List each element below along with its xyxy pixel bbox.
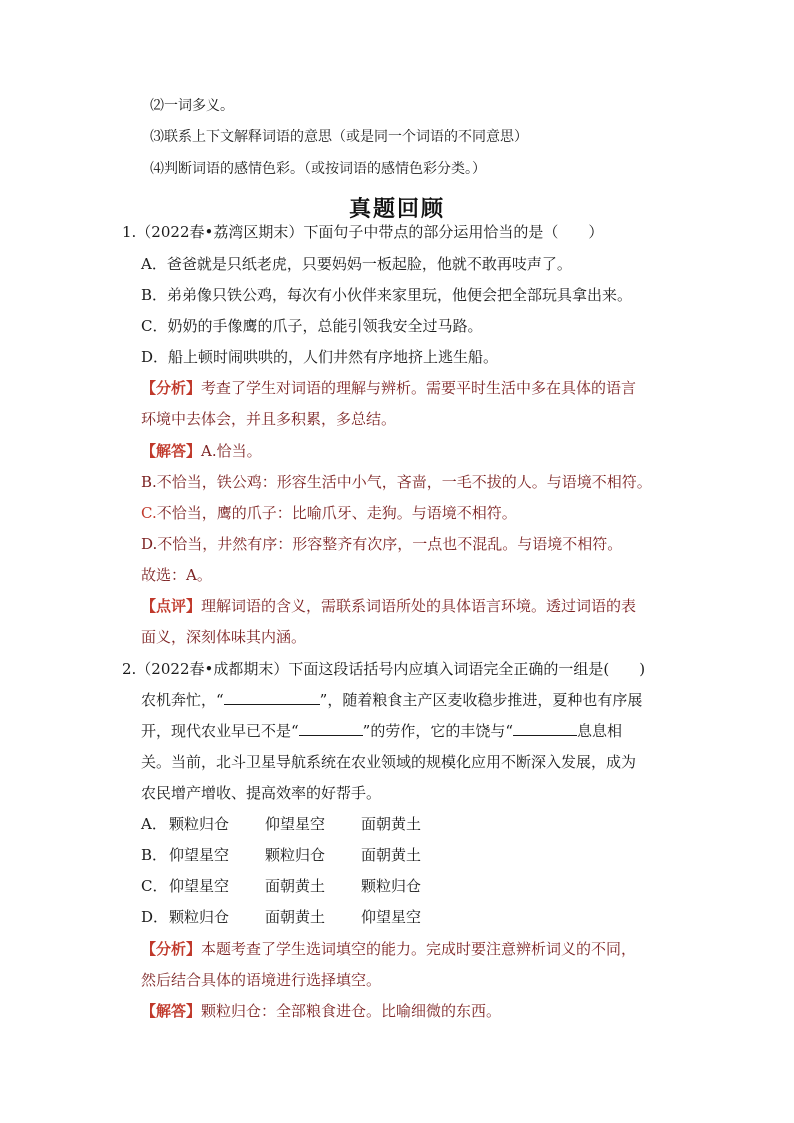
question-1-answer-b: B.不恰当，铁公鸡：形容生活中小气，吝啬，一毛不拔的人。与语境不相符。: [141, 473, 652, 491]
option-word: 面朝黄土: [361, 846, 422, 864]
option-label: A．: [141, 815, 167, 833]
option-word: 仰望星空: [169, 846, 230, 864]
passage-text: 息息相: [577, 722, 623, 740]
option-word: 面朝黄土: [265, 877, 326, 895]
intro-item-3: ⑶联系上下文解释词语的意思（或是同一个词语的不同意思）: [150, 129, 528, 145]
fill-blank-2: [299, 721, 363, 736]
answer-c-text: 不恰当，鹰的爪子：比喻爪牙、走狗。与语境不相符。: [156, 504, 517, 522]
question-2-option-d: [141, 907, 421, 927]
option-label: C．: [141, 877, 168, 895]
question-1-answer: [141, 441, 262, 461]
question-2-answer: [141, 1001, 501, 1021]
passage-text: 农机奔忙，“: [141, 691, 224, 709]
answer-c-label: C.: [141, 504, 157, 522]
question-2-option-b: [141, 845, 421, 865]
answer-text: A.恰当。: [201, 442, 262, 460]
question-1-comment-cont: 面义，深刻体味其内涵。: [141, 628, 307, 646]
option-word: 颗粒归仓: [361, 877, 422, 895]
option-label: D．: [141, 908, 169, 926]
question-1-option-b: B．弟弟像只铁公鸡，每次有小伙伴来家里玩，他便会把全部玩具拿出来。: [141, 286, 633, 304]
question-1-option-c: C．奶奶的手像鹰的爪子，总能引领我安全过马路。: [141, 317, 483, 335]
question-2-passage-line-1: [141, 690, 642, 710]
analysis-text: 考查了学生对词语的理解与辨析。需要平时生活中多在具体的语言: [201, 379, 637, 397]
question-1-comment: [141, 596, 636, 616]
option-word: 颗粒归仓: [169, 815, 230, 833]
passage-text: ”的劳作，它的丰饶与“: [362, 722, 514, 740]
question-1-option-d: D．船上顿时闹哄哄的，人们井然有序地挤上逃生船。: [141, 348, 499, 366]
option-word: 面朝黄土: [361, 815, 422, 833]
answer-tag: 【解答】: [141, 1002, 202, 1020]
option-word: 面朝黄土: [265, 908, 326, 926]
question-2-option-a: [141, 814, 421, 834]
question-1-choice: 故选：A。: [141, 566, 212, 584]
question-1-option-a: A．爸爸就是只纸老虎，只要妈妈一板起脸，他就不敢再吱声了。: [141, 255, 572, 273]
question-2-analysis-cont: 然后结合具体的语境进行选择填空。: [141, 971, 382, 989]
comment-text: 理解词语的含义，需联系词语所处的具体语言环境。透过词语的表: [201, 597, 637, 615]
option-label: B．: [141, 846, 168, 864]
passage-text: 开，现代农业早已不是“: [141, 722, 299, 740]
question-1-analysis: [141, 378, 636, 398]
analysis-text: 本题考查了学生选词填空的能力。完成时要注意辨析词义的不同，: [201, 940, 637, 958]
fill-blank-1: [224, 690, 320, 705]
question-1-stem: 1.（2022春•荔湾区期末）下面句子中带点的部分运用恰当的是（ ）: [122, 223, 604, 241]
section-title: 真题回顾: [348, 197, 445, 222]
option-word: 颗粒归仓: [169, 908, 230, 926]
comment-tag: 【点评】: [141, 597, 202, 615]
question-1-analysis-cont: 环境中去体会，并且多积累，多总结。: [141, 410, 397, 428]
option-word: 仰望星空: [169, 877, 230, 895]
fill-blank-3: [513, 721, 577, 736]
question-2-passage-line-4: 农民增产增收、提高效率的好帮手。: [141, 784, 382, 802]
answer-text: 颗粒归仓：全部粮食进仓。比喻细微的东西。: [201, 1002, 502, 1020]
question-2-stem: 2.（2022春•成都期末）下面这段话括号内应填入词语完全正确的一组是( ): [122, 660, 646, 678]
question-2-option-c: [141, 876, 421, 896]
option-word: 仰望星空: [361, 908, 422, 926]
question-2-passage-line-2: [141, 721, 622, 741]
intro-item-4: ⑷判断词语的感情色彩。（或按词语的感情色彩分类。）: [150, 161, 486, 177]
answer-tag: 【解答】: [141, 442, 202, 460]
intro-item-2: ⑵一词多义。: [150, 98, 234, 114]
analysis-tag: 【分析】: [141, 379, 202, 397]
question-1-answer-c: [141, 503, 517, 523]
question-1-answer-d: D.不恰当，井然有序：形容整齐有次序，一点也不混乱。与语境不相符。: [141, 535, 623, 553]
passage-text: ”，随着粮食主产区麦收稳步推进，夏种也有序展: [319, 691, 643, 709]
option-word: 仰望星空: [265, 815, 326, 833]
question-2-analysis: [141, 939, 636, 959]
analysis-tag: 【分析】: [141, 940, 202, 958]
option-word: 颗粒归仓: [265, 846, 326, 864]
question-2-passage-line-3: 关。当前，北斗卫星导航系统在农业领域的规模化应用不断深入发展，成为: [141, 753, 637, 771]
